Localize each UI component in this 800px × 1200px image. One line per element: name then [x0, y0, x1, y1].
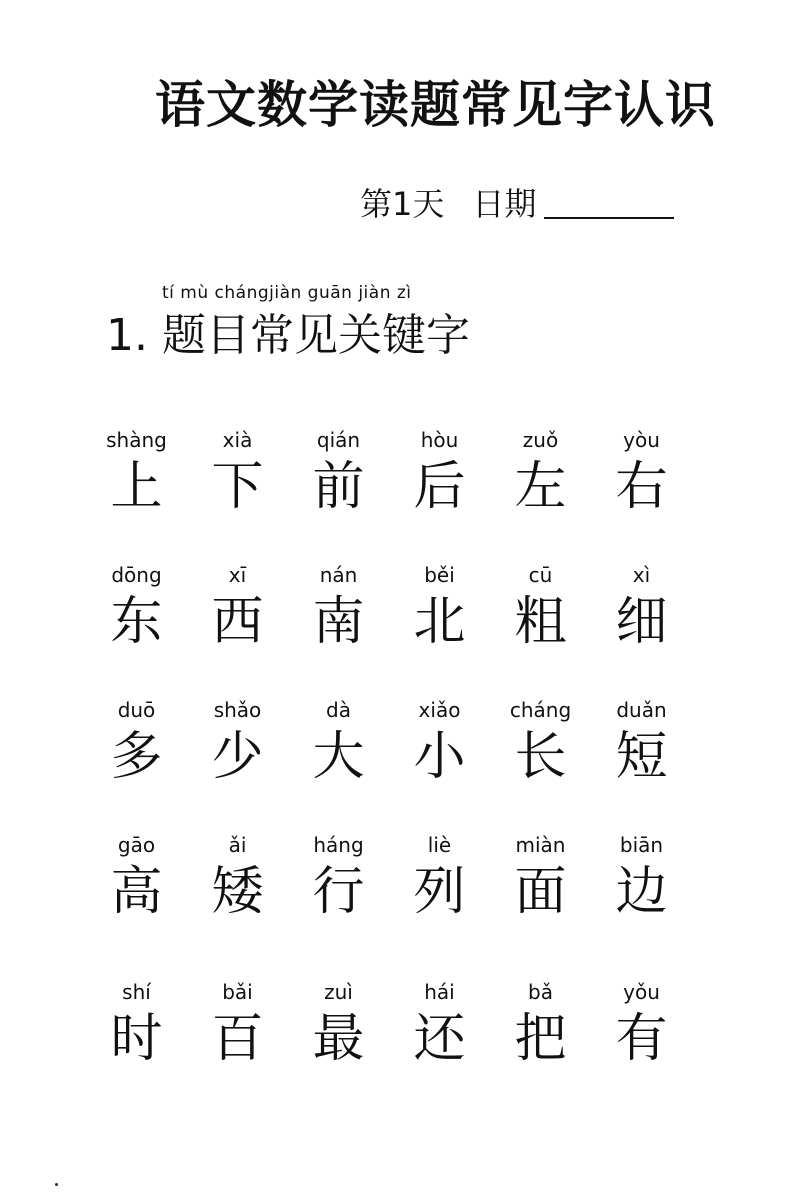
- hanzi-character: 高: [110, 862, 163, 922]
- hanzi-character: 长: [514, 727, 567, 787]
- pinyin-label: liè: [427, 833, 452, 857]
- hanzi-character: 百: [211, 1009, 264, 1069]
- character-grid: [86, 425, 706, 1112]
- character-cell: [86, 977, 187, 1112]
- pinyin-label: xī: [228, 563, 247, 587]
- pinyin-label: duō: [117, 698, 156, 722]
- hanzi-character: 矮: [211, 862, 264, 922]
- day-label: 第1天: [360, 185, 445, 223]
- pinyin-label: háng: [313, 833, 364, 857]
- pinyin-label: xì: [632, 563, 651, 587]
- page-title: 语文数学读题常见字认识: [155, 76, 716, 134]
- grid-row: [86, 977, 706, 1112]
- character-cell: [288, 977, 389, 1112]
- day-date-row: [360, 185, 674, 225]
- grid-row: [86, 560, 706, 695]
- character-cell: [591, 977, 692, 1112]
- hanzi-character: 还: [413, 1009, 466, 1069]
- hanzi-character: 小: [413, 727, 466, 787]
- scan-speck: [55, 1183, 58, 1186]
- character-cell: [187, 560, 288, 695]
- character-cell: [591, 830, 692, 965]
- hanzi-character: 大: [312, 727, 365, 787]
- hanzi-character: 粗: [514, 592, 567, 652]
- grid-row: [86, 830, 706, 965]
- pinyin-label: yǒu: [623, 980, 660, 1004]
- hanzi-character: 短: [615, 727, 668, 787]
- pinyin-label: miàn: [515, 833, 566, 857]
- date-blank-line: [544, 213, 674, 219]
- character-cell: [490, 560, 591, 695]
- character-cell: [86, 830, 187, 965]
- character-cell: [490, 695, 591, 830]
- pinyin-label: xià: [222, 428, 253, 452]
- pinyin-label: gāo: [117, 833, 156, 857]
- character-cell: [86, 425, 187, 560]
- hanzi-character: 把: [514, 1009, 567, 1069]
- grid-row: [86, 695, 706, 830]
- pinyin-label: zuǒ: [522, 428, 559, 452]
- character-cell: [591, 695, 692, 830]
- pinyin-label: shǎo: [213, 698, 262, 722]
- character-cell: [86, 695, 187, 830]
- pinyin-label: duǎn: [616, 698, 667, 722]
- pinyin-label: cháng: [509, 698, 572, 722]
- character-cell: [389, 695, 490, 830]
- character-cell: [86, 560, 187, 695]
- hanzi-character: 列: [413, 862, 466, 922]
- character-cell: [389, 977, 490, 1112]
- hanzi-character: 有: [615, 1009, 668, 1069]
- hanzi-character: 左: [514, 457, 567, 517]
- hanzi-character: 行: [312, 862, 365, 922]
- hanzi-character: 西: [211, 592, 264, 652]
- character-cell: [389, 560, 490, 695]
- pinyin-label: yòu: [623, 428, 660, 452]
- pinyin-label: shàng: [106, 428, 167, 452]
- hanzi-character: 时: [110, 1009, 163, 1069]
- grid-row: [86, 425, 706, 560]
- section-pinyin: tí mù chángjiàn guān jiàn zì: [162, 283, 412, 303]
- pinyin-label: běi: [424, 563, 455, 587]
- pinyin-label: hái: [424, 980, 455, 1004]
- character-cell: [490, 977, 591, 1112]
- date-label: 日期: [472, 185, 537, 223]
- pinyin-label: hòu: [420, 428, 459, 452]
- character-cell: [389, 425, 490, 560]
- pinyin-label: biān: [619, 833, 664, 857]
- character-cell: [591, 560, 692, 695]
- hanzi-character: 多: [110, 727, 163, 787]
- character-cell: [187, 977, 288, 1112]
- pinyin-label: shí: [122, 980, 151, 1004]
- hanzi-character: 边: [615, 862, 668, 922]
- hanzi-character: 后: [413, 457, 466, 517]
- hanzi-character: 东: [110, 592, 163, 652]
- character-cell: [389, 830, 490, 965]
- character-cell: [187, 425, 288, 560]
- hanzi-character: 面: [514, 862, 567, 922]
- pinyin-label: xiǎo: [418, 698, 461, 722]
- character-cell: [288, 695, 389, 830]
- hanzi-character: 上: [110, 457, 163, 517]
- hanzi-character: 北: [413, 592, 466, 652]
- pinyin-label: zuì: [324, 980, 353, 1004]
- character-cell: [288, 425, 389, 560]
- character-cell: [187, 695, 288, 830]
- pinyin-label: qián: [316, 428, 361, 452]
- pinyin-label: nán: [319, 563, 358, 587]
- hanzi-character: 南: [312, 592, 365, 652]
- character-cell: [490, 425, 591, 560]
- character-cell: [187, 830, 288, 965]
- pinyin-label: bǎ: [528, 980, 553, 1004]
- character-cell: [591, 425, 692, 560]
- character-cell: [288, 830, 389, 965]
- hanzi-character: 最: [312, 1009, 365, 1069]
- character-cell: [490, 830, 591, 965]
- pinyin-label: dà: [326, 698, 351, 722]
- pinyin-label: bǎi: [222, 980, 253, 1004]
- hanzi-character: 前: [312, 457, 365, 517]
- hanzi-character: 细: [615, 592, 668, 652]
- pinyin-label: cū: [528, 563, 553, 587]
- pinyin-label: dōng: [111, 563, 162, 587]
- pinyin-label: ǎi: [228, 833, 247, 857]
- hanzi-character: 右: [615, 457, 668, 517]
- hanzi-character: 下: [211, 457, 264, 517]
- character-cell: [288, 560, 389, 695]
- hanzi-character: 少: [211, 727, 264, 787]
- section-title: 1. 题目常见关键字: [106, 310, 470, 361]
